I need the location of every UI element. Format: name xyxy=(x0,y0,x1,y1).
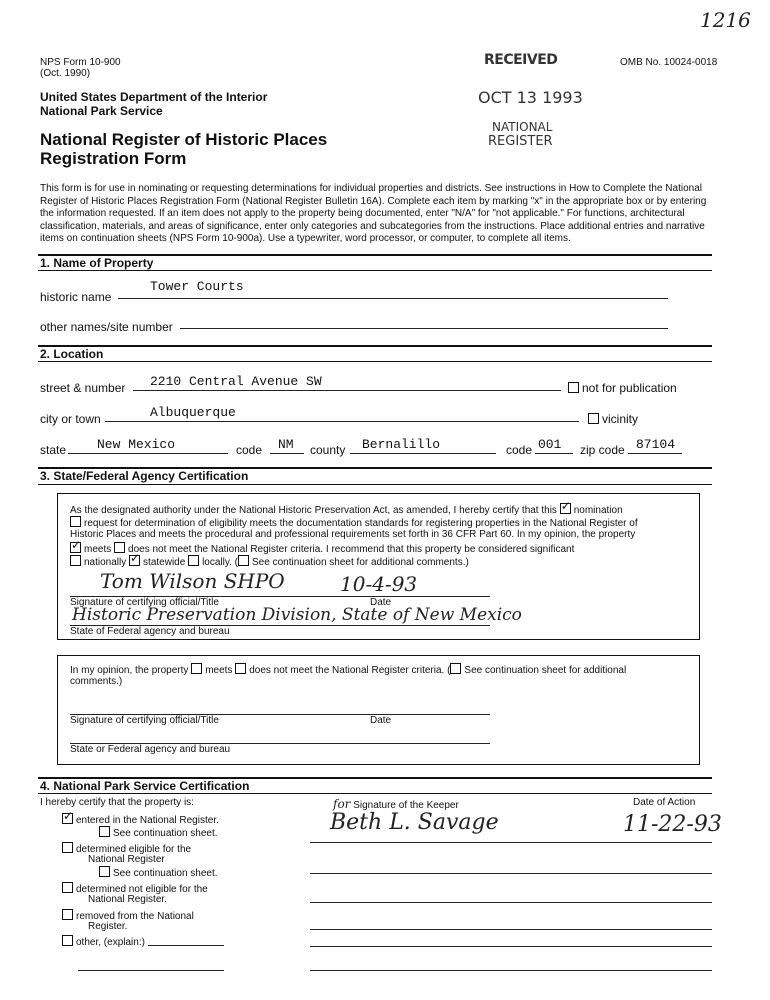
cert-para-line2: request for determination of eligibility meets the documentation standards for registering properties in the National Register of xyxy=(70,516,638,529)
other-explain-field-2[interactable] xyxy=(78,970,224,971)
service: National Park Service xyxy=(40,104,163,118)
cert-para-line1: As the designated authority under the National Historic Preservation Act, as amended, I hereby certify that this ✓ nomination xyxy=(70,503,623,516)
statewide-checkbox[interactable] xyxy=(129,555,140,566)
certifying-signature: Tom Wilson SHPO xyxy=(100,569,285,593)
other-names-field[interactable] xyxy=(180,328,668,329)
form-number: NPS Form 10-900 xyxy=(40,57,121,68)
date-label: Date xyxy=(370,597,392,608)
vicinity-checkbox[interactable] xyxy=(588,413,599,424)
nationally-checkbox[interactable] xyxy=(70,555,81,566)
removed-checkbox[interactable] xyxy=(62,909,73,920)
does-not-meet-checkbox[interactable] xyxy=(114,542,125,553)
entered-checkbox[interactable] xyxy=(62,813,73,824)
date-of-action-label: Date of Action xyxy=(633,797,696,808)
opinion-line1: In my opinion, the property meets does not meet the National Register criteria. ( See continuation sheet for additional xyxy=(70,665,627,676)
agency-label-2: State or Federal agency and bureau xyxy=(70,744,231,755)
section3-heading: 3. State/Federal Agency Certification xyxy=(40,469,249,483)
date-label-2: Date xyxy=(370,715,392,726)
cert-para-line3: Historic Places and meets the procedural and professional requirements set forth in 36 CFR Part 60. In my opinion, the property xyxy=(70,529,636,540)
not-for-publication: not for publication xyxy=(568,381,677,395)
other-names-label: other names/site number xyxy=(40,320,173,334)
page-subtitle: Registration Form xyxy=(40,149,187,168)
continuation-checkbox-4[interactable] xyxy=(99,866,110,877)
option-eligible-2: National Register xyxy=(88,854,165,865)
certify-label: I hereby certify that the property is: xyxy=(40,797,194,808)
county-code-field[interactable]: 001 xyxy=(538,437,562,452)
state-code-label: code xyxy=(236,443,263,457)
county-label: county xyxy=(310,443,346,457)
historic-name-label: historic name xyxy=(40,290,112,304)
county-code-label: code xyxy=(506,443,533,457)
option-not-eligible: determined not eligible for the xyxy=(62,882,208,895)
historic-name-field[interactable]: Tower Courts xyxy=(150,279,244,294)
keeper-label: for Signature of the Keeper xyxy=(333,797,459,811)
nomination-checkbox[interactable] xyxy=(560,503,571,514)
continuation-checkbox-3[interactable] xyxy=(99,826,110,837)
state-field[interactable]: New Mexico xyxy=(97,437,176,452)
state-code-field[interactable]: NM xyxy=(278,437,294,452)
intro-text: This form is for use in nominating or requesting determinations for individual properties and districts. See instructions in How to Complete the National Register of Historic Places Registration Form (National Register Bulletin 16A). Complete each item by marking "x" in the appropriate box or by entering the information requested. If an item does not apply to the property being documented, enter "N/A" for "not applicable." For functions, architectural classification, materials, and areas of significance, enter only categories and subcategories from the instructions. Place additional entries and narrative items on continuation sheets (NPS Form 10-900a). Use a typewriter, word processor, or computer, to complete all items. xyxy=(40,183,707,244)
determination-checkbox[interactable] xyxy=(70,516,81,527)
option-removed: removed from the National xyxy=(62,909,194,922)
city-field[interactable]: Albuquerque xyxy=(150,405,236,420)
option-removed-2: Register. xyxy=(88,921,128,932)
vicinity: vicinity xyxy=(588,412,638,426)
zip-label: zip code xyxy=(580,443,625,457)
section1-heading: 1. Name of Property xyxy=(40,256,154,270)
form-date: (Oct. 1990) xyxy=(40,68,91,79)
zip-field[interactable]: 87104 xyxy=(636,437,676,452)
keeper-signature: Beth L. Savage xyxy=(330,810,499,835)
option-cont-1: See continuation sheet. xyxy=(99,826,218,839)
meets-checkbox[interactable] xyxy=(70,542,81,553)
section4-heading: 4. National Park Service Certification xyxy=(40,779,250,793)
opinion-line2: comments.) xyxy=(70,676,123,687)
certifying-date: 10-4-93 xyxy=(340,572,418,596)
other-checkbox[interactable] xyxy=(62,935,73,946)
action-date: 11-22-93 xyxy=(623,812,722,837)
stamp-received: RECEIVED xyxy=(484,52,558,68)
other-explain-field[interactable] xyxy=(148,945,224,946)
sig-label-2: Signature of certifying official/Title xyxy=(70,715,219,726)
not-for-publication-checkbox[interactable] xyxy=(568,382,579,393)
opinion-not-meet-checkbox[interactable] xyxy=(235,663,246,674)
option-entered: ✓entered in the National Register. xyxy=(62,813,219,826)
department: United States Department of the Interior xyxy=(40,90,268,104)
continuation-checkbox-1[interactable] xyxy=(238,555,249,566)
street-field[interactable]: 2210 Central Avenue SW xyxy=(150,374,322,389)
stamp-date: OCT 13 1993 xyxy=(478,88,583,107)
option-cont-2: See continuation sheet. xyxy=(99,866,218,879)
handwritten-number: 1216 xyxy=(700,8,751,32)
continuation-checkbox-2[interactable] xyxy=(450,663,461,674)
section2-heading: 2. Location xyxy=(40,347,104,361)
eligible-checkbox[interactable] xyxy=(62,842,73,853)
cert-para-line5: nationally ✓ statewide locally. ( See continuation sheet for additional comments.) xyxy=(70,555,469,568)
city-label: city or town xyxy=(40,412,101,426)
option-other: other, (explain:) xyxy=(62,935,145,948)
agency-signature: Historic Preservation Division, State of New Mexico xyxy=(72,605,522,625)
county-field[interactable]: Bernalillo xyxy=(362,437,441,452)
option-not-eligible-2: National Register. xyxy=(88,894,167,905)
opinion-meets-checkbox[interactable] xyxy=(191,663,202,674)
stamp-register: REGISTER xyxy=(488,134,553,149)
page-title: National Register of Historic Places xyxy=(40,130,328,149)
street-label: street & number xyxy=(40,381,126,395)
option-eligible: determined eligible for the xyxy=(62,842,191,855)
state-label: state xyxy=(40,443,67,457)
stamp-national: NATIONAL xyxy=(492,120,553,134)
sig-label: Signature of certifying official/Title xyxy=(70,597,219,608)
locally-checkbox[interactable] xyxy=(188,555,199,566)
agency-label: State of Federal agency and bureau xyxy=(70,626,230,637)
omb-number: OMB No. 10024-0018 xyxy=(620,57,718,68)
not-eligible-checkbox[interactable] xyxy=(62,882,73,893)
cert-para-line4: ✓meets does not meet the National Register criteria. I recommend that this property be considered significant xyxy=(70,542,574,555)
